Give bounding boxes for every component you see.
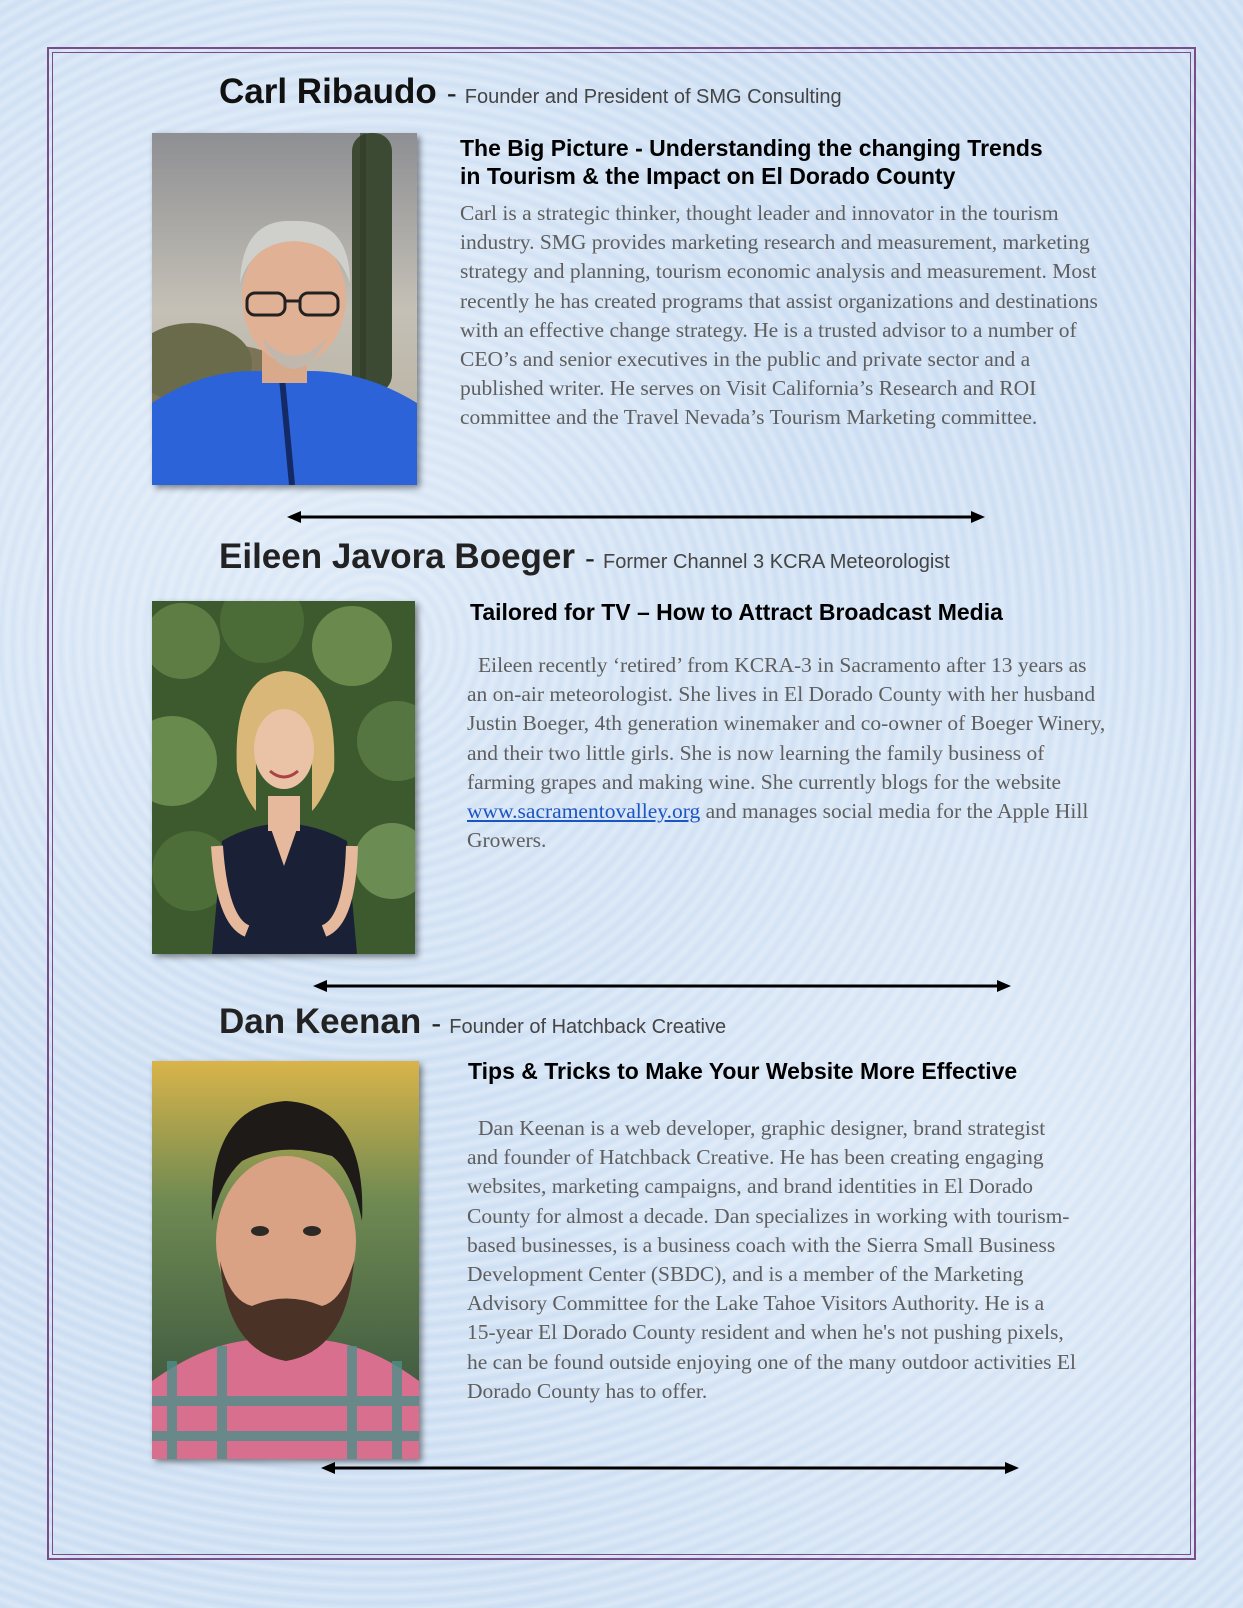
speaker-role: Founder of Hatchback Creative bbox=[449, 1016, 727, 1038]
bio-text: and manages social media for the Apple Hill Growers. bbox=[467, 799, 1089, 853]
photo-eileen-javora-boeger bbox=[152, 601, 415, 954]
speaker-heading-eileen bbox=[219, 537, 950, 577]
photo-carl-ribaudo bbox=[152, 133, 417, 485]
section-divider-arrow bbox=[321, 1461, 1019, 1475]
heading-separator: - bbox=[446, 77, 457, 110]
section-divider-arrow bbox=[313, 979, 1011, 993]
talk-title-dan bbox=[468, 1057, 1118, 1085]
speaker-heading-dan bbox=[219, 1002, 726, 1042]
talk-title-eileen bbox=[470, 598, 1120, 626]
sacramentovalley-link[interactable]: www.sacramentovalley.org bbox=[467, 799, 701, 824]
talk-title-carl bbox=[460, 134, 1120, 190]
section-divider-arrow bbox=[287, 510, 985, 524]
heading-separator: - bbox=[585, 542, 595, 575]
bio-eileen bbox=[467, 651, 1112, 855]
speaker-name: Eileen Javora Boeger bbox=[219, 537, 575, 576]
speaker-name: Dan Keenan bbox=[219, 1002, 422, 1041]
bio-carl: Carl is a strategic thinker, thought leader and innovator in the tourism industry. SMG provides marketing research and measurement, marketing strategy and planning, tourism economic analysis and measurement. Most recently he has created programs that assist organizations and destinations with an effective change strategy. He is a trusted advisor to a number of CEO’s and senior executives in the public and private sector and a published writer. He serves on Visit California’s Research and ROI committee and the Travel Nevada’s Tourism Marketing committee. bbox=[460, 201, 1098, 430]
talk-title-line: Tailored for TV – How to Attract Broadcast Media bbox=[470, 599, 1003, 625]
speaker-name: Carl Ribaudo bbox=[219, 72, 437, 111]
heading-separator: - bbox=[431, 1007, 442, 1040]
photo-dan-keenan bbox=[152, 1061, 419, 1459]
speaker-heading-carl bbox=[219, 72, 842, 112]
talk-title-line: Tips & Tricks to Make Your Website More Effective bbox=[468, 1058, 1018, 1084]
talk-title-line: The Big Picture - Understanding the changing Trends bbox=[460, 135, 1043, 161]
speaker-role: Founder and President of SMG Consulting bbox=[464, 86, 842, 108]
bio-dan: Dan Keenan is a web developer, graphic designer, brand strategist and founder of Hatchback Creative. He has been creating engaging websites, marketing campaigns, and brand identities in El Dorado County for almost a decade. Dan specializes in working with tourism-based businesses, is a business coach with the Sierra Small Business Development Center (SBDC), and is a member of the Marketing Advisory Committee for the Lake Tahoe Visitors Authority. He is a 15-year El Dorado County resident and when he's not pushing pixels, he can be found outside enjoying one of the many outdoor activities El Dorado County has to offer. bbox=[467, 1116, 1077, 1403]
speaker-role: Former Channel 3 KCRA Meteorologist bbox=[603, 551, 950, 573]
bio-text: Eileen recently ‘retired’ from KCRA-3 in Sacramento after 13 years as an on-air meteorologist. She lives in El Dorado County with her husband Justin Boeger, 4th generation winemaker and co-owner of Boeger Winery, and their two little girls. She is now learning the family business of farming grapes and making wine. She currently blogs for the website bbox=[467, 653, 1106, 794]
talk-title-line: in Tourism & the Impact on El Dorado County bbox=[460, 163, 956, 189]
